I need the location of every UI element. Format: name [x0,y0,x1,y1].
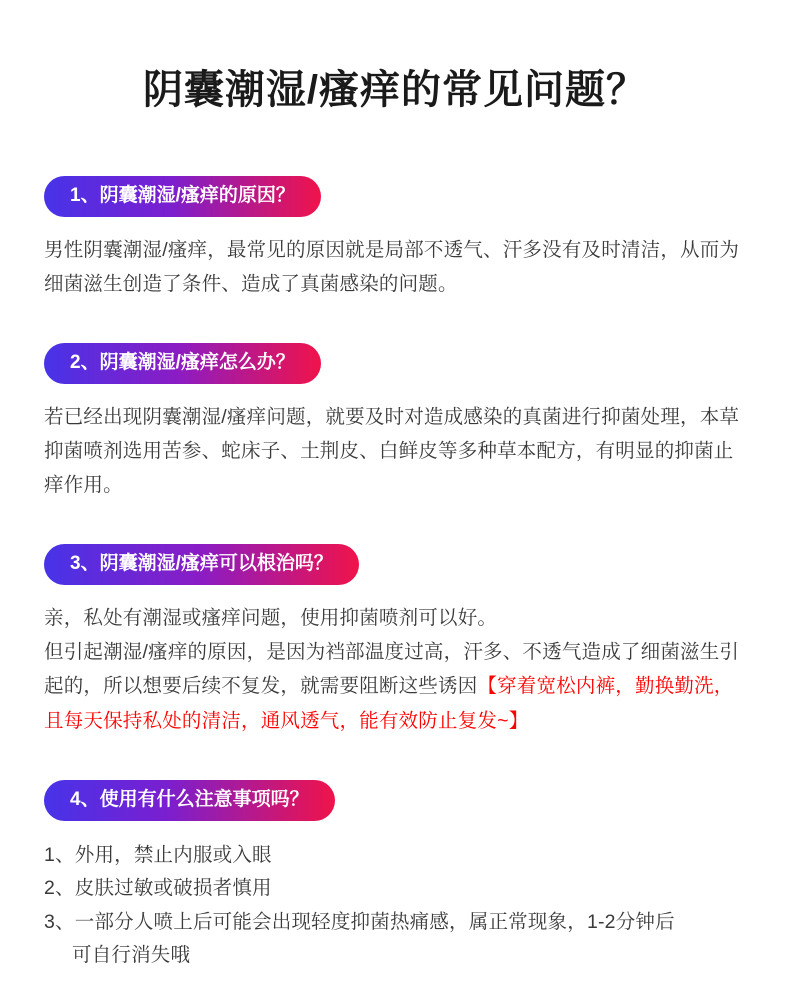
list-item-text: 1、外用，禁止内服或入眼 [44,843,272,866]
faq-item-1 [44,176,746,301]
faq-answer-4-list [44,839,746,973]
faq-question-1: 1、阴囊潮湿/瘙痒的原因？ [44,176,321,217]
faq-answer-3-line1: 亲，私处有潮湿或瘙痒问题，使用抑菌喷剂可以好。 [44,607,498,630]
list-item-text: 3、一部分人喷上后可能会出现轻度抑菌热痛感，属正常现象，1-2分钟后 [44,910,675,933]
list-item [44,839,746,873]
faq-answer-3 [44,601,746,738]
list-item-text: 2、皮肤过敏或破损者慎用 [44,877,272,900]
faq-answer-2: 若已经出现阴囊潮湿/瘙痒问题，就要及时对造成感染的真菌进行抑菌处理，本草抑菌喷剂选用苦参、蛇床子、土荆皮、白鲜皮等多种草本配方，有明显的抑菌止痒作用。 [44,405,740,497]
faq-answer-3-highlight: 【穿着宽松内裤，勤换勤洗，且每天保持私处的清洁，通风透气，能有效防止复发~】 [44,675,734,732]
faq-answer-1: 男性阴囊潮湿/瘙痒，最常见的原因就是局部不透气、汗多没有及时清洁，从而为细菌滋生创造了条件、造成了真菌感染的问题。 [44,238,740,295]
list-item [44,906,746,973]
faq-item-2 [44,343,746,502]
page-title: 阴囊潮湿/瘙痒的常见问题？ [142,68,648,112]
faq-item-3 [44,544,746,737]
faq-question-2: 2、阴囊潮湿/瘙痒怎么办？ [44,343,321,384]
faq-question-4: 4、使用有什么注意事项吗？ [44,780,335,821]
faq-question-3: 3、阴囊潮湿/瘙痒可以根治吗？ [44,544,359,585]
list-item [44,872,746,906]
faq-item-4 [44,780,746,973]
faq-answer-3-line2: 但引起潮湿/瘙痒的原因，是因为裆部温度过高，汗多、不透气造成了细菌滋生引起的，所以想要后续不复发，就需要阻断这些诱因 [44,641,740,698]
list-item-continuation: 可自行消失哦 [72,944,191,967]
